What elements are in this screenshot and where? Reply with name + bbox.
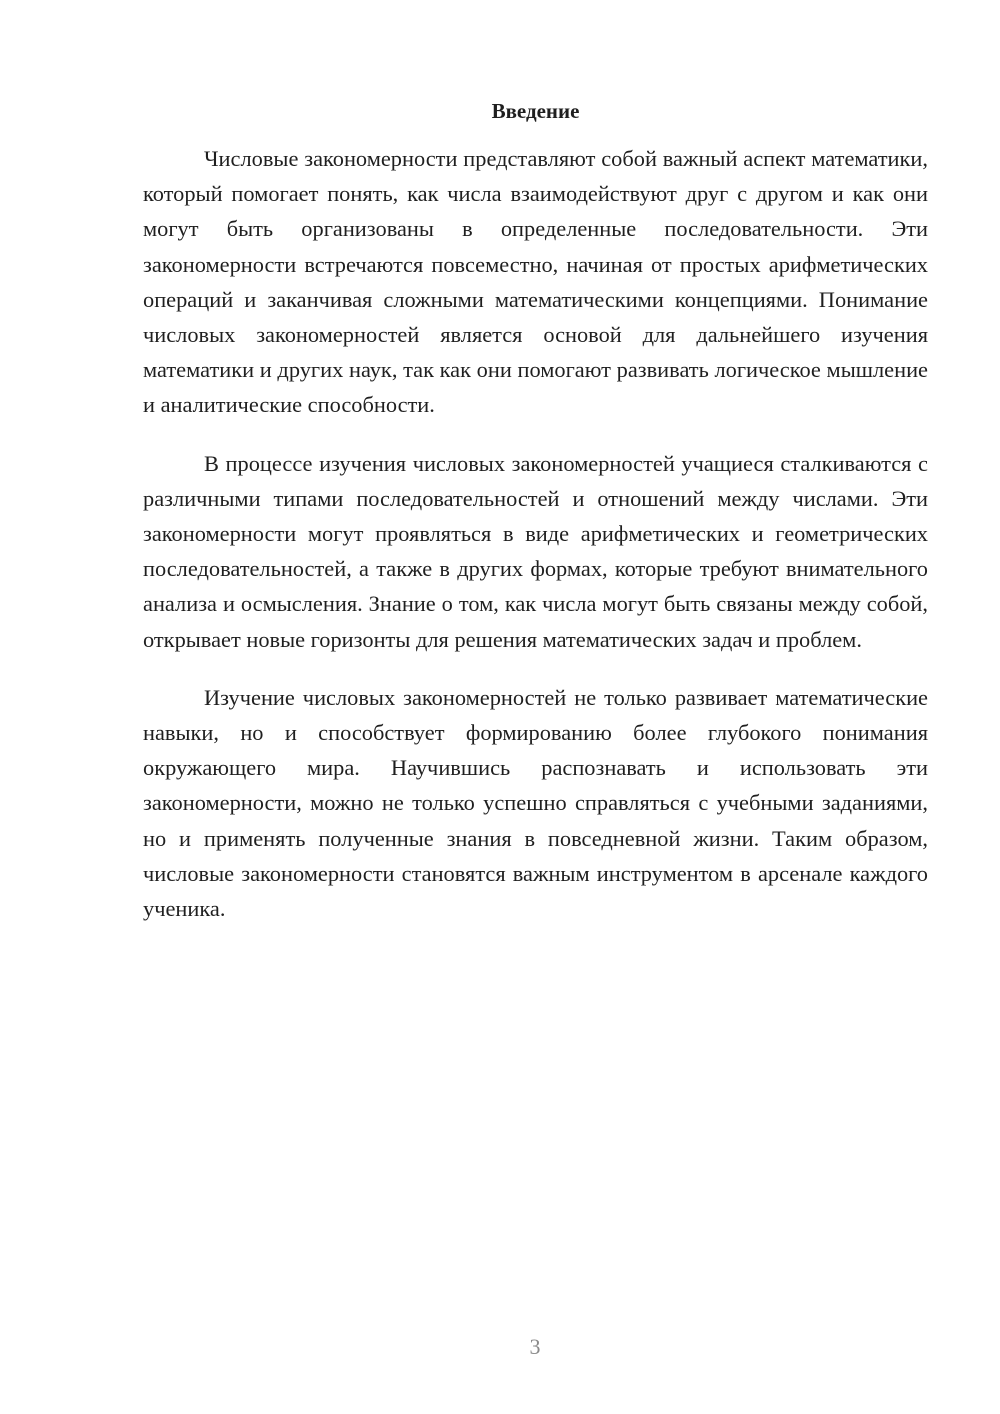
paragraph-1: Числовые закономерности представляют собой важный аспект математики, который помогает понять, как числа взаимодействуют друг с другом и как они могут быть организованы в определенные последовательности. Эти закономерности встречаются повсеместно, начиная от простых арифметических операций и заканчивая сложными математическими концепциями. Понимание числовых закономерностей является основой для дальнейшего изучения математики и других наук, так как они помогают развивать логическое мышление и аналитические способности. bbox=[143, 146, 928, 418]
paragraph-2: В процессе изучения числовых закономерностей учащиеся сталкиваются с различными типами последовательностей и отношений между числами. Эти закономерности могут проявляться в виде арифметических и геометрических последовательностей, а также в других формах, которые требуют внимательного анализа и осмысления. Знание о том, как числа могут быть связаны между собой, открывает новые горизонты для решения математических задач и проблем. bbox=[143, 450, 928, 652]
section-heading: Введение bbox=[491, 99, 580, 123]
page-number: 3 bbox=[529, 1334, 541, 1359]
paragraph-3: Изучение числовых закономерностей не только развивает математические навыки, но и способствует формированию более глубокого понимания окружающего мира. Научившись распознавать и использовать эти закономерности, можно не только успешно справляться с учебными заданиями, но и применять полученные знания в повседневной жизни. Таким образом, числовые закономерности становятся важным инструментом в арсенале каждого ученика. bbox=[143, 684, 928, 922]
page-content bbox=[143, 96, 928, 949]
